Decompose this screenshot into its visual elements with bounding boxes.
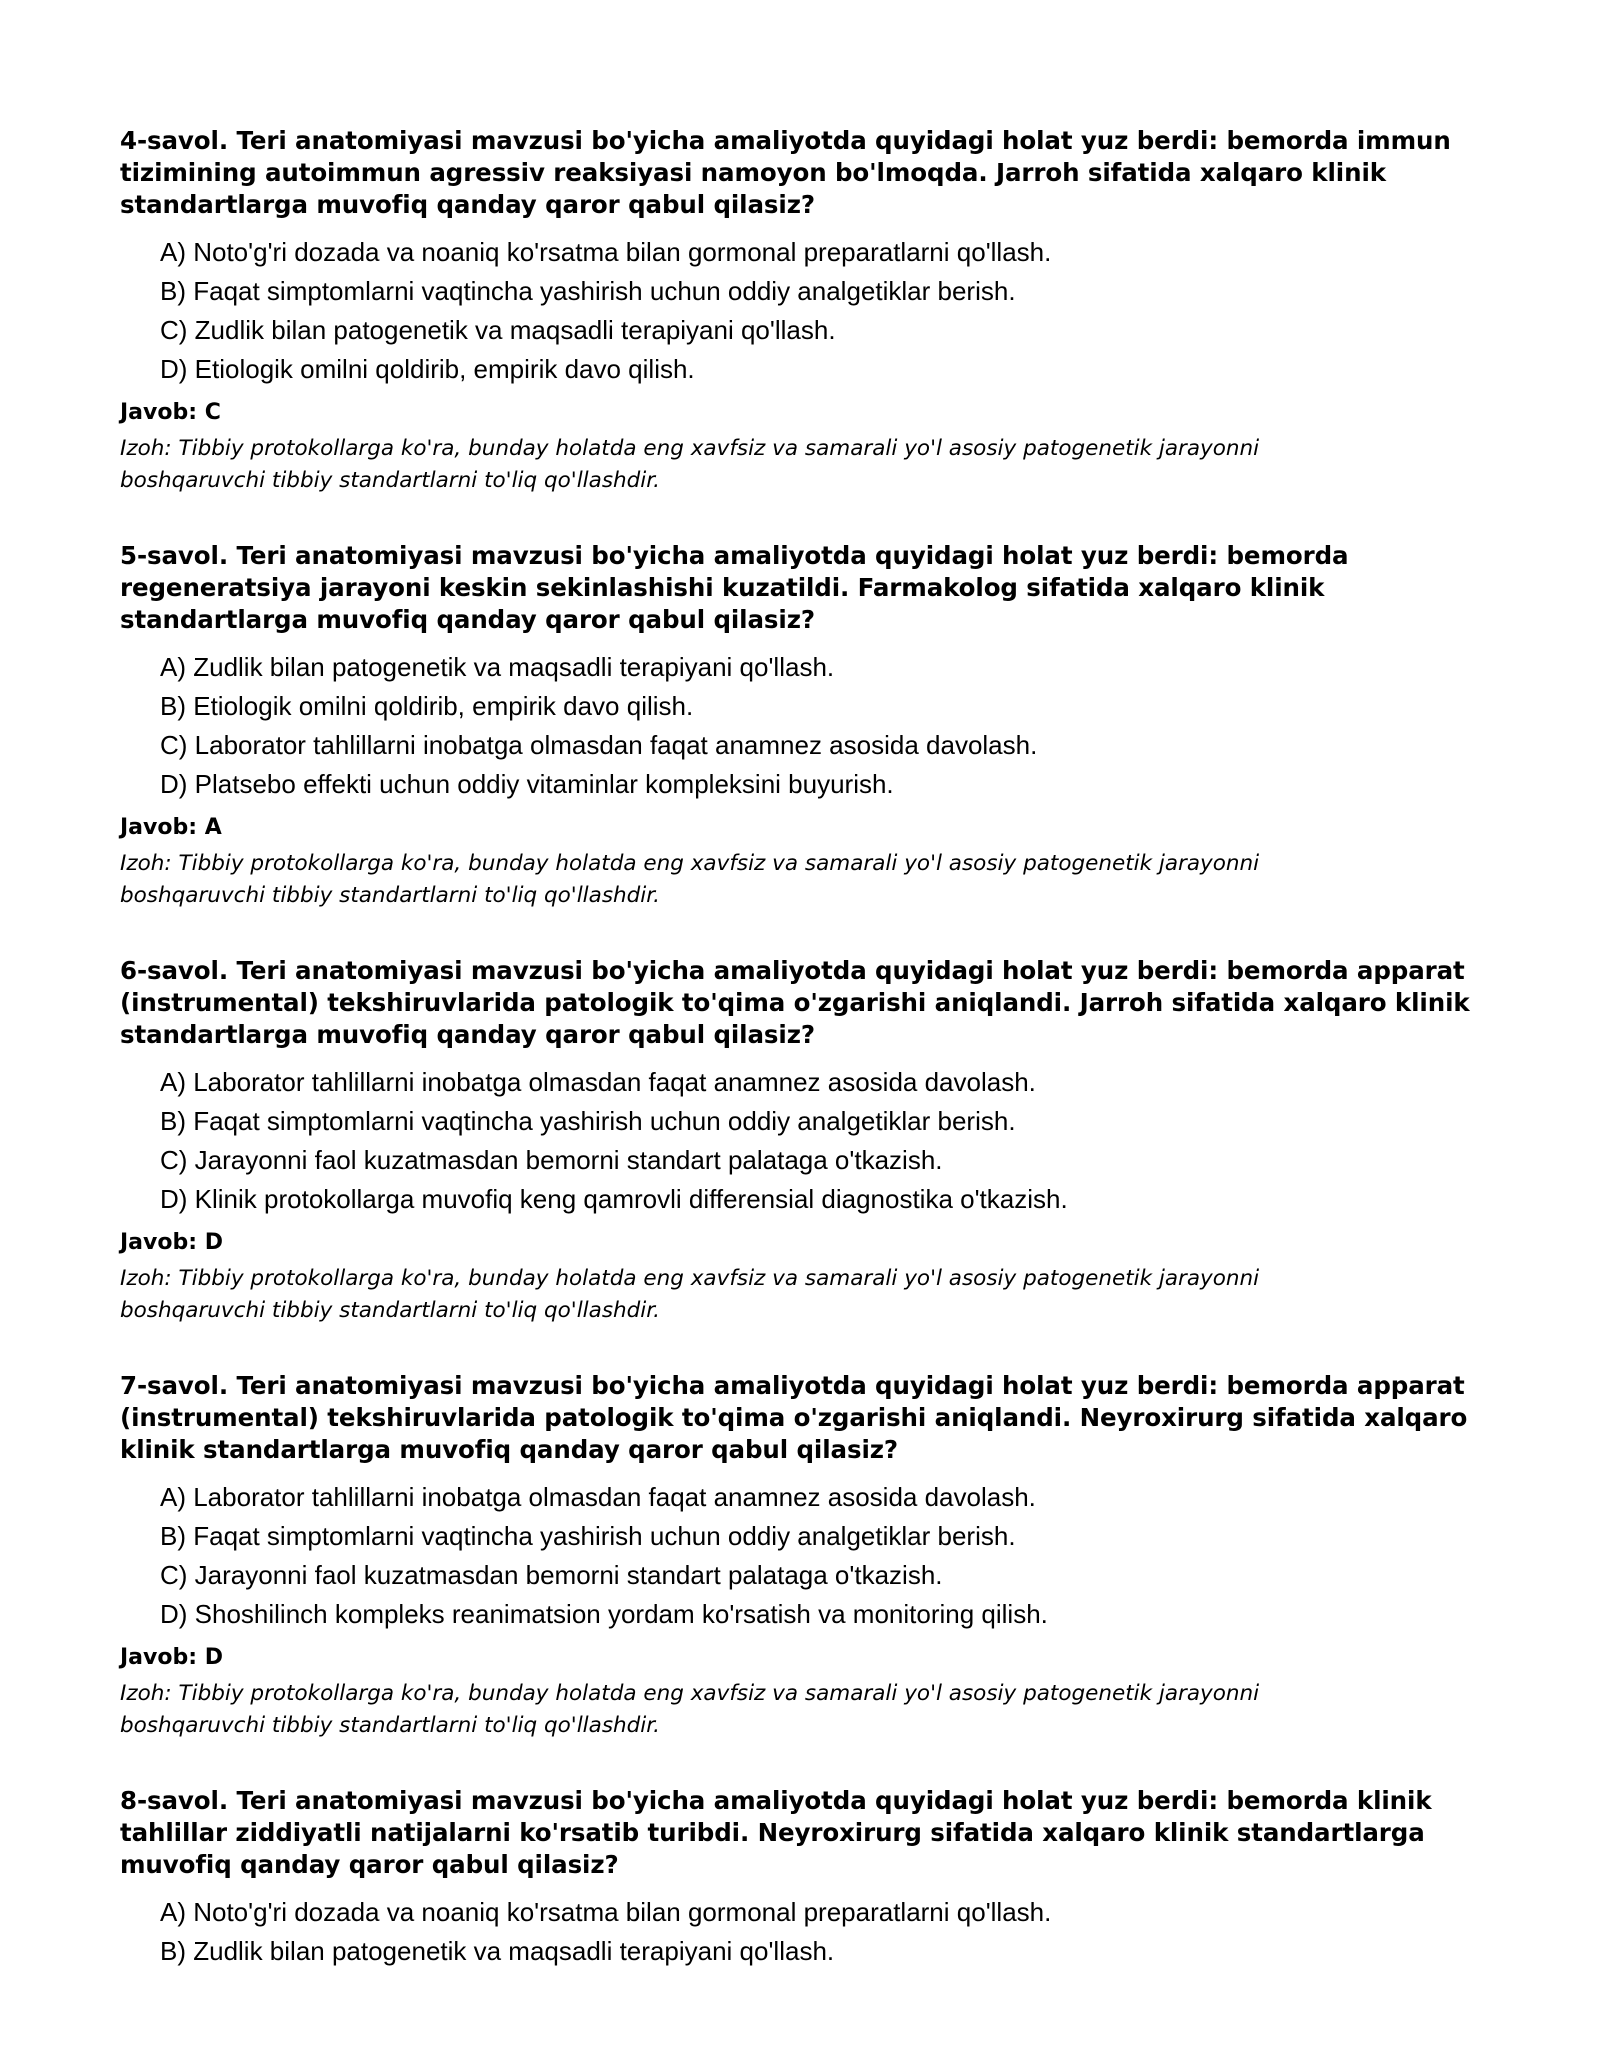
option-a: A) Noto'g'ri dozada va noaniq ko'rsatma bilan gormonal preparatlarni qo'llash. bbox=[160, 237, 1052, 267]
option-b: B) Etiologik omilni qoldirib, empirik davo qilish. bbox=[160, 691, 694, 721]
options-list bbox=[120, 648, 1500, 804]
options-list bbox=[120, 1478, 1500, 1634]
answer-label: Javob: D bbox=[120, 1645, 223, 1670]
option-c: C) Laborator tahlillarni inobatga olmasdan faqat anamnez asosida davolash. bbox=[160, 730, 1038, 760]
explanation-note: Izoh: Tibbiy protokollarga ko'ra, bunday holatda eng xavfsiz va samarali yo'l asosiy patogenetik jarayonni boshqaruvchi tibbiy standartlarni to'liq qo'llashdir. bbox=[120, 436, 1260, 493]
question-text: 7-savol. Teri anatomiyasi mavzusi bo'yicha amaliyotda quyidagi holat yuz berdi: bemorda apparat (instrumental) tekshiruvlarida patologik to'qima o'zgarishi aniqlandi. Neyroxirurg sifatida xalqaro klinik standartlarga muvofiq qanday qaror qabul qilasiz? bbox=[120, 1371, 1468, 1464]
explanation-note: Izoh: Tibbiy protokollarga ko'ra, bunday holatda eng xavfsiz va samarali yo'l asosiy patogenetik jarayonni boshqaruvchi tibbiy standartlarni to'liq qo'llashdir. bbox=[120, 1681, 1260, 1738]
question-4 bbox=[120, 125, 1500, 497]
option-a: A) Zudlik bilan patogenetik va maqsadli terapiyani qo'llash. bbox=[160, 652, 835, 682]
option-b: B) Zudlik bilan patogenetik va maqsadli terapiyani qo'llash. bbox=[160, 1936, 835, 1966]
answer-label: Javob: A bbox=[120, 815, 222, 840]
option-a: A) Laborator tahlillarni inobatga olmasdan faqat anamnez asosida davolash. bbox=[160, 1067, 1036, 1097]
option-a: A) Laborator tahlillarni inobatga olmasdan faqat anamnez asosida davolash. bbox=[160, 1482, 1036, 1512]
explanation-note: Izoh: Tibbiy protokollarga ko'ra, bunday holatda eng xavfsiz va samarali yo'l asosiy patogenetik jarayonni boshqaruvchi tibbiy standartlarni to'liq qo'llashdir. bbox=[120, 851, 1260, 908]
question-8 bbox=[120, 1785, 1500, 1971]
option-b: B) Faqat simptomlarni vaqtincha yashirish uchun oddiy analgetiklar berish. bbox=[160, 276, 1016, 306]
answer-label: Javob: D bbox=[120, 1230, 223, 1255]
option-a: A) Noto'g'ri dozada va noaniq ko'rsatma bilan gormonal preparatlarni qo'llash. bbox=[160, 1897, 1052, 1927]
option-d: D) Klinik protokollarga muvofiq keng qamrovli differensial diagnostika o'tkazish. bbox=[160, 1184, 1068, 1214]
option-c: C) Zudlik bilan patogenetik va maqsadli terapiyani qo'llash. bbox=[160, 315, 836, 345]
option-d: D) Etiologik omilni qoldirib, empirik davo qilish. bbox=[160, 354, 695, 384]
question-text: 8-savol. Teri anatomiyasi mavzusi bo'yicha amaliyotda quyidagi holat yuz berdi: bemorda klinik tahlillar ziddiyatli natijalarni ko'rsatib turibdi. Neyroxirurg sifatida xalqaro klinik standartlarga muvofiq qanday qaror qabul qilasiz? bbox=[120, 1786, 1432, 1879]
options-list bbox=[120, 1063, 1500, 1219]
question-6 bbox=[120, 955, 1500, 1327]
document-page bbox=[120, 125, 1500, 2014]
question-text: 4-savol. Teri anatomiyasi mavzusi bo'yicha amaliyotda quyidagi holat yuz berdi: bemorda immun tizimining autoimmun agressiv reaksiyasi namoyon bo'lmoqda. Jarroh sifatida xalqaro klinik standartlarga muvofiq qanday qaror qabul qilasiz? bbox=[120, 126, 1451, 219]
question-text: 6-savol. Teri anatomiyasi mavzusi bo'yicha amaliyotda quyidagi holat yuz berdi: bemorda apparat (instrumental) tekshiruvlarida patologik to'qima o'zgarishi aniqlandi. Jarroh sifatida xalqaro klinik standartlarga muvofiq qanday qaror qabul qilasiz? bbox=[120, 956, 1470, 1049]
answer-label: Javob: C bbox=[120, 400, 221, 425]
question-7 bbox=[120, 1370, 1500, 1742]
options-list bbox=[120, 233, 1500, 389]
option-d: D) Platsebo effekti uchun oddiy vitaminlar kompleksini buyurish. bbox=[160, 769, 894, 799]
explanation-note: Izoh: Tibbiy protokollarga ko'ra, bunday holatda eng xavfsiz va samarali yo'l asosiy patogenetik jarayonni boshqaruvchi tibbiy standartlarni to'liq qo'llashdir. bbox=[120, 1266, 1260, 1323]
option-b: B) Faqat simptomlarni vaqtincha yashirish uchun oddiy analgetiklar berish. bbox=[160, 1106, 1016, 1136]
option-b: B) Faqat simptomlarni vaqtincha yashirish uchun oddiy analgetiklar berish. bbox=[160, 1521, 1016, 1551]
option-c: C) Jarayonni faol kuzatmasdan bemorni standart palataga o'tkazish. bbox=[160, 1560, 943, 1590]
question-text: 5-savol. Teri anatomiyasi mavzusi bo'yicha amaliyotda quyidagi holat yuz berdi: bemorda regeneratsiya jarayoni keskin sekinlashishi kuzatildi. Farmakolog sifatida xalqaro klinik standartlarga muvofiq qanday qaror qabul qilasiz? bbox=[120, 541, 1349, 634]
option-c: C) Jarayonni faol kuzatmasdan bemorni standart palataga o'tkazish. bbox=[160, 1145, 943, 1175]
question-5 bbox=[120, 540, 1500, 912]
options-list bbox=[120, 1893, 1500, 1971]
option-d: D) Shoshilinch kompleks reanimatsion yordam ko'rsatish va monitoring qilish. bbox=[160, 1599, 1048, 1629]
